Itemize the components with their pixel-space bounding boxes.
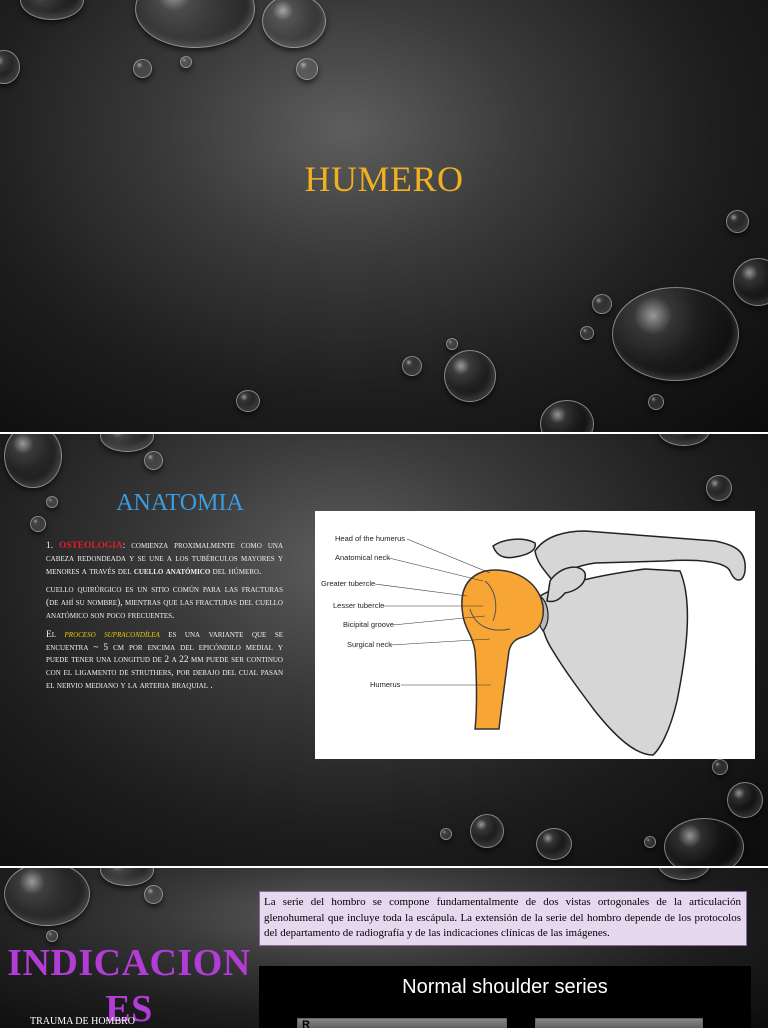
water-drop <box>144 451 163 470</box>
water-drop <box>706 475 732 501</box>
water-drop <box>144 885 163 904</box>
slide-title: HUMERO <box>304 159 464 199</box>
xray-image <box>535 1018 703 1028</box>
slide-indicaciones <box>0 868 768 1028</box>
water-drop <box>658 434 710 446</box>
water-drop <box>262 0 326 48</box>
diagram-label: Greater tubercle <box>321 579 376 588</box>
water-drop <box>440 828 452 840</box>
diagram-label: Head of the humerus <box>335 534 406 543</box>
water-drop <box>536 828 572 860</box>
xray-image <box>297 1018 507 1028</box>
water-drop <box>236 390 260 412</box>
water-drop <box>648 394 664 410</box>
xray-title: Normal shoulder series <box>402 976 608 998</box>
water-drop <box>402 356 422 376</box>
water-drop <box>100 434 154 452</box>
water-drop <box>30 516 46 532</box>
water-drop <box>133 59 152 78</box>
diagram-label: Humerus <box>370 680 401 689</box>
indication-item: TRAUMA DE HOMBRO <box>30 1016 136 1027</box>
water-drop <box>446 338 458 350</box>
water-drop <box>733 258 768 306</box>
water-drop <box>180 56 192 68</box>
xray-side-label: R <box>302 1019 310 1028</box>
water-drop <box>658 868 710 880</box>
water-drop <box>135 0 255 48</box>
diagram-label: Surgical neck <box>347 640 393 649</box>
diagram-label: Bicipital groove <box>343 620 394 629</box>
paragraph-osteologia: 1. OSTEOLOGIA: comienza proximalmente como una cabeza redondeada y se une a los tubérculos mayores y menores a través del cuello anatómico del húmero. <box>46 541 284 577</box>
water-drop <box>726 210 749 233</box>
water-drop <box>580 326 594 340</box>
diagram-label: Anatomical neck <box>335 553 391 562</box>
paragraph-cuello: cuello quirúrgico es un sitio común para las fracturas (de ahí su nombre), mientras que las fracturas del cuello anatómico son poco frecuentes. <box>46 585 283 621</box>
anatomy-text <box>46 540 283 699</box>
water-drop <box>46 496 58 508</box>
water-drop <box>444 350 496 402</box>
water-drop <box>664 818 744 866</box>
water-drop <box>20 0 84 20</box>
clavicle-end-shape <box>493 539 535 558</box>
water-drop <box>644 836 656 848</box>
water-drop <box>712 759 728 775</box>
water-drop <box>0 50 20 84</box>
water-drop <box>100 868 154 886</box>
slide-anatomia <box>0 434 768 866</box>
water-drop <box>4 868 90 926</box>
humerus-bone-shape <box>462 570 543 729</box>
section-title: ANATOMIA <box>116 490 244 516</box>
water-drop <box>296 58 318 80</box>
xray-panel <box>259 966 751 1028</box>
shoulder-anatomy-diagram <box>315 511 755 759</box>
section-title: INDICACION ES <box>7 942 251 1028</box>
slide-humero <box>0 0 768 432</box>
water-drop <box>4 434 62 488</box>
humerus-illustration <box>315 511 755 759</box>
water-drop <box>540 400 594 432</box>
water-drop <box>470 814 504 848</box>
diagram-label: Lesser tubercle <box>333 601 385 610</box>
shoulder-series-description: La serie del hombro se compone fundamentalmente de dos vistas ortogonales de la articulación glenohumeral que incluye toda la escápula. La extensión de la serie del hombro depende de los protocolos del departamento de radiografía y de las indicaciones clínicas de las imágenes. <box>259 891 747 946</box>
water-drop <box>592 294 612 314</box>
water-drop <box>612 287 739 381</box>
paragraph-supracondilea: El proceso supracondílea es una variante que se encuentra ~ 5 cm por encima del epicóndilo medial y puede tener una longitud de 2 a 22 mm puede ser continuo con el ligamento de struthers, por debajo del cual pasan el nervio mediano y la arteria braquial . <box>46 629 283 691</box>
water-drop <box>727 782 763 818</box>
